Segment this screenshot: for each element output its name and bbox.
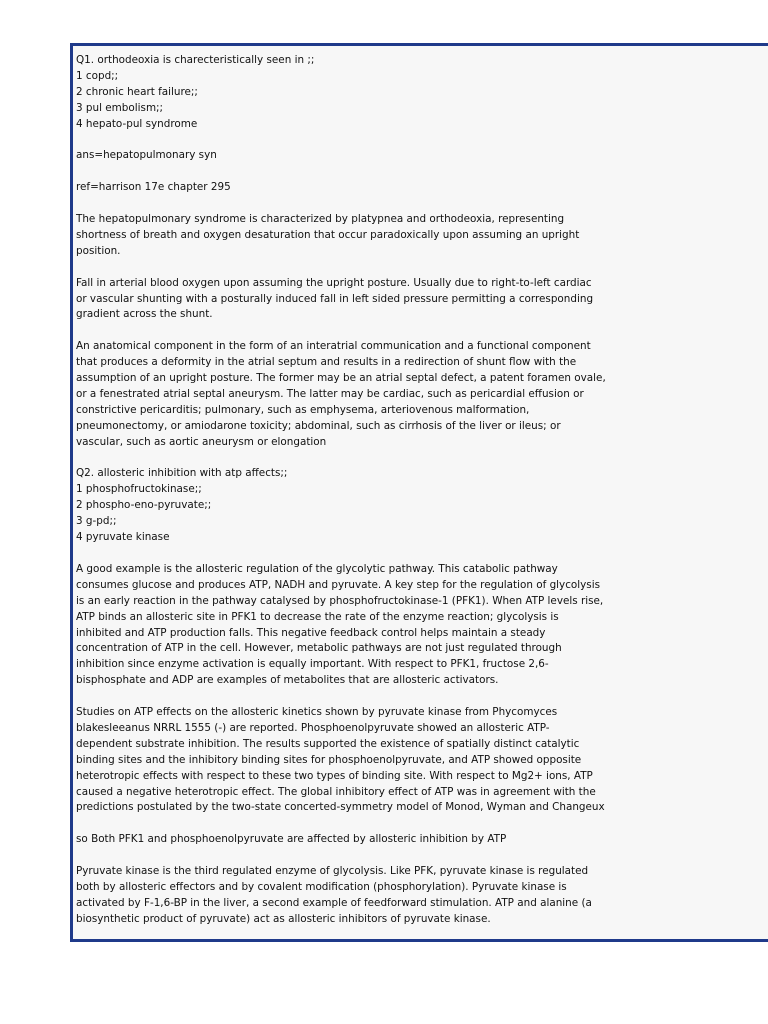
paragraph-line: Fall in arterial blood oxygen upon assuming the upright posture. Usually due to right-to-left cardiac <box>76 276 592 289</box>
q1-explanation-2 <box>76 276 636 324</box>
paragraph-line: consumes glucose and produces ATP, NADH and pyruvate. A key step for the regulation of glycolysis <box>76 578 601 591</box>
paragraph-line: is an early reaction in the pathway catalysed by phosphofructokinase-1 (PFK1). When ATP levels rise, <box>76 594 604 607</box>
paragraph-line: A good example is the allosteric regulation of the glycolytic pathway. This catabolic pathway <box>76 562 558 575</box>
q2-explanation-3 <box>76 832 636 848</box>
q1-question-block <box>76 53 636 133</box>
paragraph-line: inhibition since enzyme activation is equally important. With respect to PFK1, fructose 2,6- <box>76 658 549 671</box>
paragraph-line: assumption of an upright posture. The former may be an atrial septal defect, a patent foramen ovale, <box>76 372 606 385</box>
paragraph-line: so Both PFK1 and phosphoenolpyruvate are affected by allosteric inhibition by ATP <box>76 833 507 846</box>
paragraph-line: or vascular shunting with a posturally induced fall in left sided pressure permitting a corresponding <box>76 292 594 305</box>
q2-explanation-2 <box>76 705 636 816</box>
paragraph-line: caused a negative heterotropic effect. The global inhibitory effect of ATP was in agreement with the <box>76 785 596 798</box>
paragraph-line: vascular, such as aortic aneurysm or elongation <box>76 435 327 448</box>
paragraph-line: biosynthetic product of pyruvate) act as allosteric inhibitors of pyruvate kinase. <box>76 912 491 925</box>
paragraph-line: concentration of ATP in the cell. However, metabolic pathways are not just regulated through <box>76 642 562 655</box>
q2-option-4: 4 pyruvate kinase <box>76 531 170 544</box>
q1-option-2: 2 chronic heart failure;; <box>76 85 198 98</box>
q1-explanation-1 <box>76 212 636 260</box>
paragraph-line: that produces a deformity in the atrial septum and results in a redirection of shunt flow with the <box>76 356 577 369</box>
paragraph-line: position. <box>76 244 121 257</box>
document-frame <box>70 43 768 942</box>
q1-option-3: 3 pul embolism;; <box>76 101 164 114</box>
document-content <box>76 53 636 944</box>
paragraph-line: or a fenestrated atrial septal aneurysm. The latter may be cardiac, such as pericardial effusion or <box>76 387 584 400</box>
q2-option-2: 2 phospho-eno-pyruvate;; <box>76 499 212 512</box>
paragraph-line: Pyruvate kinase is the third regulated enzyme of glycolysis. Like PFK, pyruvate kinase is regulated <box>76 865 589 878</box>
paragraph-line: Studies on ATP effects on the allosteric kinetics shown by pyruvate kinase from Phycomyces <box>76 706 558 719</box>
paragraph-line: activated by F-1,6-BP in the liver, a second example of feedforward stimulation. ATP and alanine (a <box>76 896 592 909</box>
paragraph-line: inhibited and ATP production falls. This negative feedback control helps maintain a steady <box>76 626 546 639</box>
paragraph-line: both by allosteric effectors and by covalent modification (phosphorylation). Pyruvate kinase is <box>76 880 567 893</box>
q1-explanation-3 <box>76 339 636 450</box>
paragraph-line: The hepatopulmonary syndrome is characterized by platypnea and orthodeoxia, representing <box>76 213 565 226</box>
paragraph-line: bisphosphate and ADP are examples of metabolites that are allosteric activators. <box>76 674 499 687</box>
paragraph-line: pneumonectomy, or amiodarone toxicity; abdominal, such as cirrhosis of the liver or ileus; or <box>76 419 561 432</box>
paragraph-line: An anatomical component in the form of an interatrial communication and a functional component <box>76 340 591 353</box>
paragraph-line: ATP binds an allosteric site in PFK1 to decrease the rate of the enzyme reaction; glycolysis is <box>76 610 559 623</box>
q2-option-1: 1 phosphofructokinase;; <box>76 483 202 496</box>
paragraph-line: predictions postulated by the two-state concerted-symmetry model of Monod, Wyman and Changeux <box>76 801 605 814</box>
q1-option-1: 1 copd;; <box>76 69 119 82</box>
q2-question: Q2. allosteric inhibition with atp affects;; <box>76 467 288 480</box>
q2-explanation-4 <box>76 864 636 928</box>
q1-reference-text: ref=harrison 17e chapter 295 <box>76 181 231 194</box>
paragraph-line: blakesleeanus NRRL 1555 (-) are reported. Phosphoenolpyruvate showed an allosteric ATP- <box>76 721 550 734</box>
q1-option-4: 4 hepato-pul syndrome <box>76 117 198 130</box>
q2-option-3: 3 g-pd;; <box>76 515 117 528</box>
q2-question-block <box>76 466 636 546</box>
q1-question: Q1. orthodeoxia is charecteristically seen in ;; <box>76 54 315 66</box>
q1-answer <box>76 148 636 164</box>
paragraph-line: shortness of breath and oxygen desaturation that occur paradoxically upon assuming an upright <box>76 228 580 241</box>
paragraph-line: binding sites and the inhibitory binding sites for phosphoenolpyruvate, and ATP showed opposite <box>76 753 582 766</box>
paragraph-line: dependent substrate inhibition. The results supported the existence of spatially distinct catalytic <box>76 737 580 750</box>
q1-reference <box>76 180 636 196</box>
paragraph-line: constrictive pericarditis; pulmonary, such as emphysema, arteriovenous malformation, <box>76 403 530 416</box>
q1-answer-text: ans=hepatopulmonary syn <box>76 149 217 162</box>
paragraph-line: gradient across the shunt. <box>76 308 213 321</box>
q2-explanation-1 <box>76 562 636 689</box>
paragraph-line: heterotropic effects with respect to these two types of binding site. With respect to Mg2+ ions, ATP <box>76 769 593 782</box>
